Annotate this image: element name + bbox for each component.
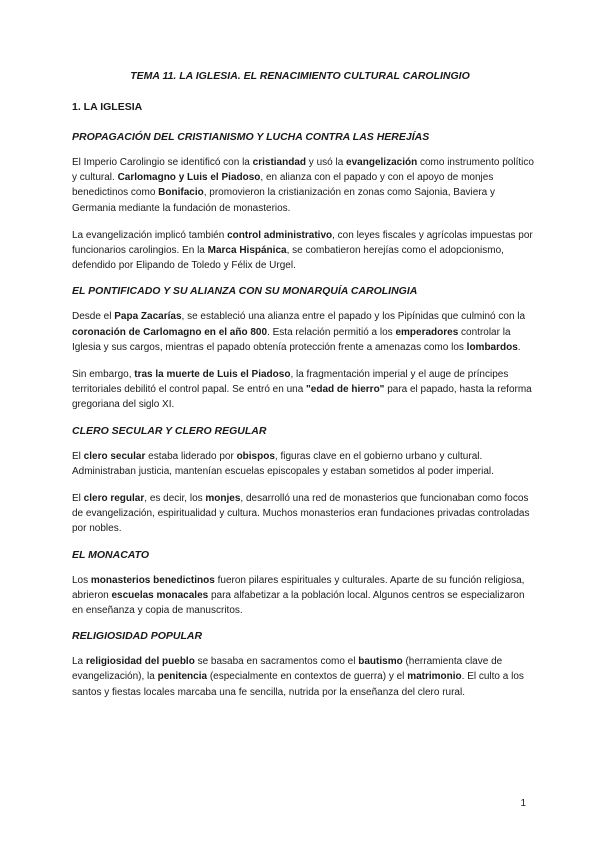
bold-term: Papa Zacarías	[114, 311, 182, 323]
text-run: Desde el	[72, 311, 115, 323]
paragraph	[72, 654, 534, 700]
text-run: , es decir, los	[144, 493, 206, 505]
text-run: , la fragmentación imperial y el auge de príncipes territoriales debilitó el control papal. Se entró en una	[72, 369, 509, 396]
text-run: para alfabetizar a la población local. Algunos centros se especializaron en enseñanza y copia de manuscritos.	[72, 589, 525, 617]
text-run: para el papado, hasta la reforma gregoriana del siglo XI.	[72, 384, 532, 411]
text-run: , desarrolló una red de monasterios que funcionaban como focos de evangelización, espiritualidad y cultura. Muchos monasterios eran fundaciones privadas controladas por nobles.	[72, 493, 530, 535]
bold-term: obispos	[236, 450, 275, 462]
text-run: fueron pilares espirituales y culturales. Aparte de su función religiosa, abrieron	[72, 574, 525, 601]
bold-term: tras la muerte de Luis el Piadoso	[134, 369, 291, 381]
text-run: , figuras clave en el gobierno urbano y cultural. Administraban justicia, mantenían escuelas episcopales y estaban sometidos al poder imperial.	[72, 450, 494, 477]
paragraph	[72, 228, 534, 274]
paragraph	[72, 309, 534, 355]
subsection-heading: EL MONACATO	[72, 548, 150, 561]
subsection	[72, 630, 534, 700]
bold-term: bautismo	[358, 656, 403, 668]
text-run: .	[517, 341, 521, 353]
paragraph	[72, 491, 534, 537]
bold-term: Marca Hispánica	[207, 245, 287, 257]
bold-term: emperadores	[395, 326, 459, 338]
text-run: se basaba en sacramentos como el	[194, 656, 359, 668]
text-run: . Esta relación permitió a los	[267, 326, 396, 338]
bold-term: cristiandad	[252, 157, 307, 168]
text-run: La	[72, 656, 86, 668]
subsection-heading: EL PONTIFICADO Y SU ALIANZA CON SU MONARQUÍA CAROLINGIA	[72, 285, 418, 298]
subsection	[72, 285, 534, 412]
subsection-heading: PROPAGACIÓN DEL CRISTIANISMO Y LUCHA CONTRA LAS HEREJÍAS	[72, 131, 430, 143]
bold-term: Bonifacio	[158, 187, 204, 199]
text-run: , se estableció una alianza entre el papado y los Pipínidas que culminó con la	[181, 311, 526, 323]
text-run: Sin embargo,	[72, 369, 135, 381]
text-run: , se combatieron herejías como el adopcionismo, defendido por Elipando de Toledo y Félix de Urgel.	[72, 245, 504, 272]
text-run: El Imperio Carolingio se identificó con la	[72, 157, 253, 168]
subsection-heading: RELIGIOSIDAD POPULAR	[72, 630, 203, 643]
text-run: , promovieron la cristianización en zonas como Sajonia, Baviera y Germania mediante la fundación de monasterios.	[72, 187, 495, 214]
paragraph	[72, 573, 534, 619]
text-run: y usó la	[306, 157, 347, 168]
page-number: 1	[520, 798, 526, 809]
section-title: 1. LA IGLESIA	[72, 101, 143, 113]
text-run: El	[72, 450, 84, 462]
bold-term: Carlomagno y Luis el Piadoso	[117, 172, 261, 184]
bold-term: matrimonio	[407, 671, 462, 683]
bold-term: lombardos	[466, 341, 518, 353]
bold-term: "edad de hierro"	[306, 384, 385, 396]
subsection-heading: CLERO SECULAR Y CLERO REGULAR	[72, 424, 267, 437]
text-run: (herramienta clave de evangelización), la	[72, 656, 503, 683]
bold-term: coronación de Carlomagno en el año 800	[72, 326, 268, 338]
text-run: controlar la Iglesia y sus cargos, mientras el papado obtenía protección frente a amenazas como los	[72, 326, 511, 353]
paragraph	[72, 367, 534, 413]
bold-term: penitencia	[157, 671, 208, 683]
bold-term: clero secular	[83, 450, 146, 462]
bold-term: evangelización	[346, 157, 418, 168]
paragraph	[72, 449, 534, 479]
subsection	[72, 425, 534, 537]
text-run: estaba liderado por	[145, 450, 237, 462]
text-run: . El culto a los santos y fiestas locales marcaba una fe sencilla, nutrida por la enseñanza del clero rural.	[72, 671, 524, 698]
bold-term: control administrativo	[227, 229, 333, 241]
bold-term: religiosidad del pueblo	[85, 656, 195, 668]
paragraph	[72, 155, 534, 216]
text-run: , en alianza con el papado y con el apoyo de monjes benedictinos como	[72, 172, 494, 199]
bold-term: clero regular	[83, 493, 145, 505]
document-title: TEMA 11. LA IGLESIA. EL RENACIMIENTO CULTURAL CAROLINGIO	[130, 70, 470, 82]
text-run: , con leyes fiscales y agrícolas impuestas por funcionarios carolingios. En la	[72, 229, 533, 257]
text-run: El	[72, 493, 84, 505]
text-run: La evangelización implicó también	[72, 229, 228, 241]
subsection	[72, 549, 534, 619]
text-run: como instrumento político y cultural.	[72, 157, 534, 184]
text-run: (especialmente en contextos de guerra) y el	[207, 671, 408, 683]
subsection	[72, 131, 534, 273]
bold-term: monasterios benedictinos	[90, 574, 215, 586]
text-run: Los	[72, 574, 91, 586]
bold-term: monjes	[205, 493, 241, 505]
bold-term: escuelas monacales	[111, 589, 209, 601]
document-body	[72, 131, 534, 712]
